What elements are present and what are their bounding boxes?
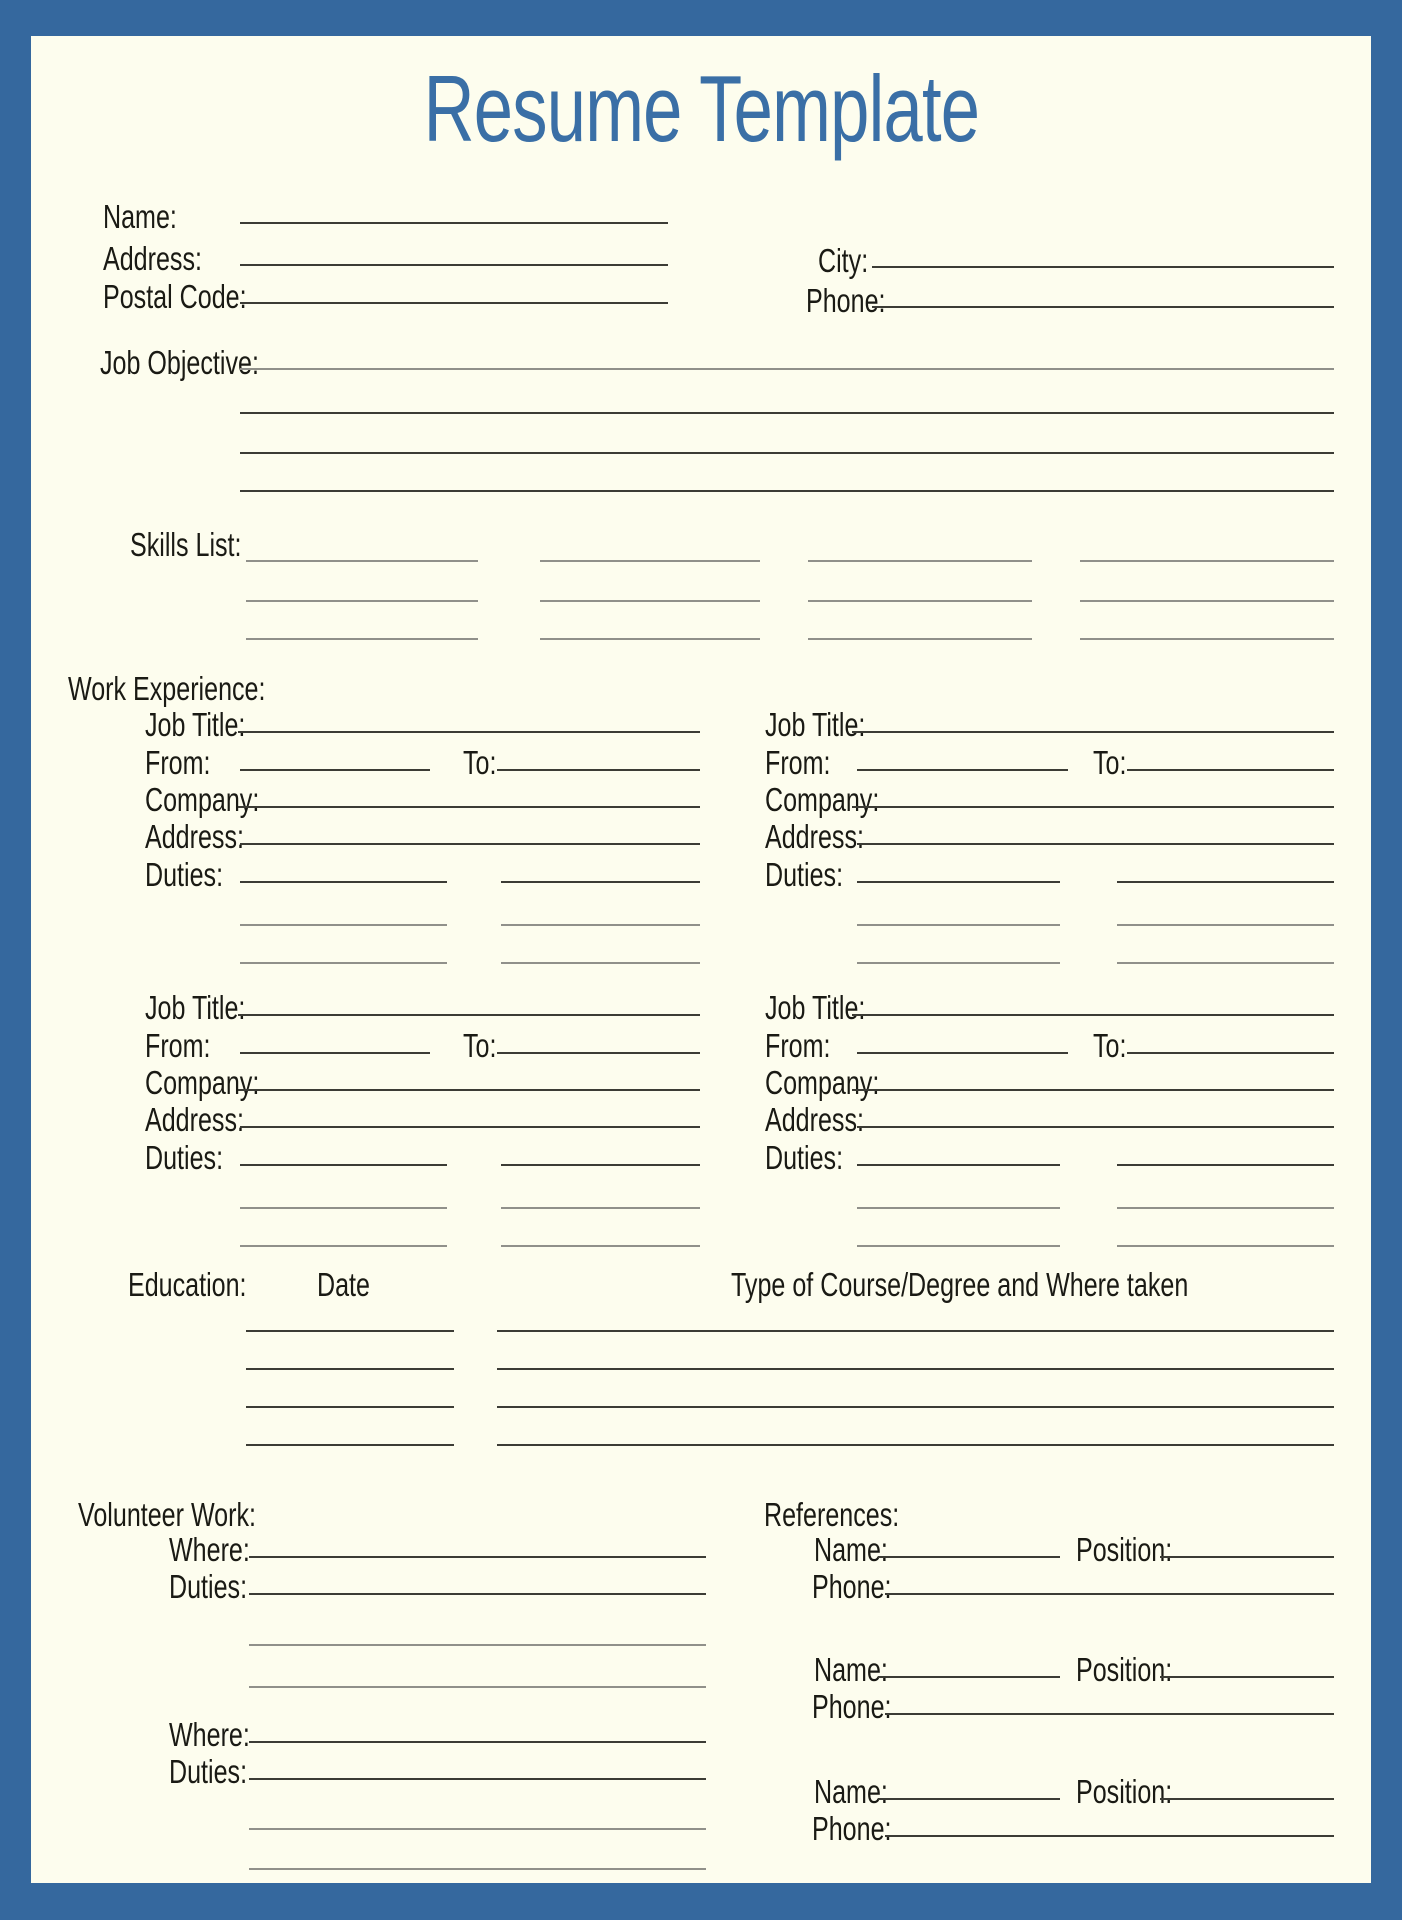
job-title-line[interactable]: [238, 731, 700, 733]
volunteer-where-label: Where:: [169, 1531, 250, 1568]
duties-label: Duties:: [765, 1139, 844, 1176]
skills-list-label: Skills List:: [130, 526, 242, 563]
company-line[interactable]: [238, 1089, 700, 1091]
company-label: Company:: [145, 1064, 260, 1101]
job-title-line[interactable]: [852, 731, 1334, 733]
education-course-line[interactable]: [497, 1368, 1334, 1370]
job-title-line[interactable]: [852, 1014, 1334, 1016]
from-line[interactable]: [240, 769, 430, 771]
volunteer-duties-line[interactable]: [249, 1828, 706, 1830]
skill-line[interactable]: [1080, 600, 1334, 602]
duties-line[interactable]: [240, 881, 447, 883]
education-course-line[interactable]: [497, 1330, 1334, 1332]
from-label: From:: [145, 744, 211, 781]
reference-phone-label: Phone:: [812, 1810, 892, 1847]
city-label: City:: [818, 242, 869, 279]
duties-line[interactable]: [240, 924, 447, 926]
company-line[interactable]: [238, 806, 700, 808]
volunteer-duties-label: Duties:: [169, 1753, 248, 1790]
address-line[interactable]: [857, 843, 1334, 845]
skill-line[interactable]: [808, 638, 1032, 640]
reference-phone-line[interactable]: [885, 1713, 1334, 1715]
duties-line[interactable]: [1117, 1207, 1334, 1209]
address-label: Address:: [103, 240, 202, 277]
reference-phone-label: Phone:: [812, 1688, 892, 1725]
job-title-label: Job Title:: [145, 989, 246, 1026]
reference-name-label: Name:: [814, 1531, 888, 1568]
from-line[interactable]: [857, 769, 1068, 771]
job-title-label: Job Title:: [765, 989, 866, 1026]
education-date-line[interactable]: [246, 1368, 454, 1370]
address-label: Address:: [145, 1101, 244, 1138]
volunteer-where-line[interactable]: [249, 1741, 706, 1743]
phone-label: Phone:: [806, 282, 886, 319]
job-objective-label: Job Objective:: [100, 344, 259, 381]
job-objective-line-2[interactable]: [240, 412, 1334, 414]
from-label: From:: [765, 1027, 831, 1064]
duties-line[interactable]: [857, 1245, 1060, 1247]
education-date-line[interactable]: [246, 1406, 454, 1408]
reference-phone-line[interactable]: [885, 1593, 1334, 1595]
skill-line[interactable]: [246, 638, 478, 640]
to-label: To:: [1093, 1027, 1127, 1064]
to-line[interactable]: [1127, 769, 1334, 771]
skill-line[interactable]: [246, 560, 478, 562]
to-label: To:: [463, 744, 497, 781]
education-label: Education:: [128, 1266, 247, 1303]
duties-line[interactable]: [501, 1207, 700, 1209]
reference-position-line[interactable]: [1160, 1556, 1334, 1558]
job-title-line[interactable]: [238, 1014, 700, 1016]
duties-line[interactable]: [240, 1245, 447, 1247]
to-line[interactable]: [497, 1052, 700, 1054]
from-line[interactable]: [857, 1052, 1068, 1054]
education-course-line[interactable]: [497, 1444, 1334, 1446]
job-objective-line-3[interactable]: [240, 452, 1334, 454]
address-line[interactable]: [240, 1126, 700, 1128]
job-objective-line-1[interactable]: [240, 368, 1334, 370]
education-date-line[interactable]: [246, 1330, 454, 1332]
duties-line[interactable]: [501, 1245, 700, 1247]
skill-line[interactable]: [1080, 638, 1334, 640]
name-field-line[interactable]: [240, 222, 668, 224]
to-label: To:: [1093, 744, 1127, 781]
duties-label: Duties:: [145, 856, 224, 893]
phone-field-line[interactable]: [872, 306, 1334, 308]
duties-line[interactable]: [501, 924, 700, 926]
duties-line[interactable]: [501, 962, 700, 964]
job-objective-line-4[interactable]: [240, 490, 1334, 492]
volunteer-work-label: Volunteer Work:: [78, 1496, 256, 1533]
reference-name-line[interactable]: [878, 1676, 1060, 1678]
company-line[interactable]: [852, 1089, 1334, 1091]
city-field-line[interactable]: [872, 266, 1334, 268]
page-title-text: Resume Template: [423, 56, 979, 161]
volunteer-where-label: Where:: [169, 1716, 250, 1753]
duties-line[interactable]: [857, 1164, 1060, 1166]
education-course-header: Type of Course/Degree and Where taken: [731, 1266, 1189, 1303]
address-label: Address:: [765, 1101, 864, 1138]
from-label: From:: [145, 1027, 211, 1064]
duties-line[interactable]: [501, 1164, 700, 1166]
duties-line[interactable]: [501, 881, 700, 883]
postal-code-label: Postal Code:: [103, 278, 247, 315]
duties-line[interactable]: [857, 1207, 1060, 1209]
duties-line[interactable]: [1117, 881, 1334, 883]
duties-label: Duties:: [145, 1139, 224, 1176]
references-label: References:: [764, 1496, 900, 1533]
duties-line[interactable]: [240, 1207, 447, 1209]
reference-position-line[interactable]: [1160, 1798, 1334, 1800]
from-label: From:: [765, 744, 831, 781]
job-title-label: Job Title:: [765, 706, 866, 743]
reference-phone-line[interactable]: [885, 1835, 1334, 1837]
duties-line[interactable]: [1117, 1164, 1334, 1166]
duties-line[interactable]: [1117, 1245, 1334, 1247]
to-line[interactable]: [1127, 1052, 1334, 1054]
name-label: Name:: [103, 198, 177, 235]
to-line[interactable]: [497, 769, 700, 771]
education-date-header: Date: [317, 1266, 370, 1303]
education-date-line[interactable]: [246, 1444, 454, 1446]
duties-line[interactable]: [1117, 962, 1334, 964]
postal-code-field-line[interactable]: [240, 302, 668, 304]
skill-line[interactable]: [808, 560, 1032, 562]
reference-position-label: Position:: [1076, 1651, 1173, 1688]
address-label: Address:: [145, 818, 244, 855]
skill-line[interactable]: [246, 600, 478, 602]
address-label: Address:: [765, 818, 864, 855]
company-label: Company:: [765, 781, 880, 818]
skill-line[interactable]: [540, 638, 760, 640]
from-line[interactable]: [240, 1052, 430, 1054]
education-course-line[interactable]: [497, 1406, 1334, 1408]
duties-line[interactable]: [240, 1164, 447, 1166]
to-label: To:: [463, 1027, 497, 1064]
volunteer-duties-line[interactable]: [249, 1593, 706, 1595]
volunteer-duties-line[interactable]: [249, 1644, 706, 1646]
volunteer-duties-label: Duties:: [169, 1568, 248, 1605]
skill-line[interactable]: [808, 600, 1032, 602]
skill-line[interactable]: [540, 560, 760, 562]
reference-name-label: Name:: [814, 1773, 888, 1810]
skill-line[interactable]: [1080, 560, 1334, 562]
duties-line[interactable]: [857, 962, 1060, 964]
reference-phone-label: Phone:: [812, 1568, 892, 1605]
reference-position-line[interactable]: [1160, 1676, 1334, 1678]
reference-name-line[interactable]: [878, 1556, 1060, 1558]
address-field-line[interactable]: [240, 264, 668, 266]
work-experience-label: Work Experience:: [68, 670, 266, 707]
duties-line[interactable]: [857, 924, 1060, 926]
company-label: Company:: [765, 1064, 880, 1101]
volunteer-where-line[interactable]: [249, 1556, 706, 1558]
company-label: Company:: [145, 781, 260, 818]
duties-label: Duties:: [765, 856, 844, 893]
volunteer-duties-line[interactable]: [249, 1778, 706, 1780]
reference-position-label: Position:: [1076, 1531, 1173, 1568]
volunteer-duties-line[interactable]: [249, 1868, 706, 1870]
skill-line[interactable]: [540, 600, 760, 602]
reference-position-label: Position:: [1076, 1773, 1173, 1810]
duties-line[interactable]: [1117, 924, 1334, 926]
volunteer-duties-line[interactable]: [249, 1686, 706, 1688]
job-title-label: Job Title:: [145, 706, 246, 743]
address-line[interactable]: [240, 843, 700, 845]
reference-name-label: Name:: [814, 1651, 888, 1688]
company-line[interactable]: [852, 806, 1334, 808]
reference-name-line[interactable]: [878, 1798, 1060, 1800]
duties-line[interactable]: [857, 881, 1060, 883]
address-line[interactable]: [857, 1126, 1334, 1128]
page-title: [0, 56, 1402, 161]
duties-line[interactable]: [240, 962, 447, 964]
